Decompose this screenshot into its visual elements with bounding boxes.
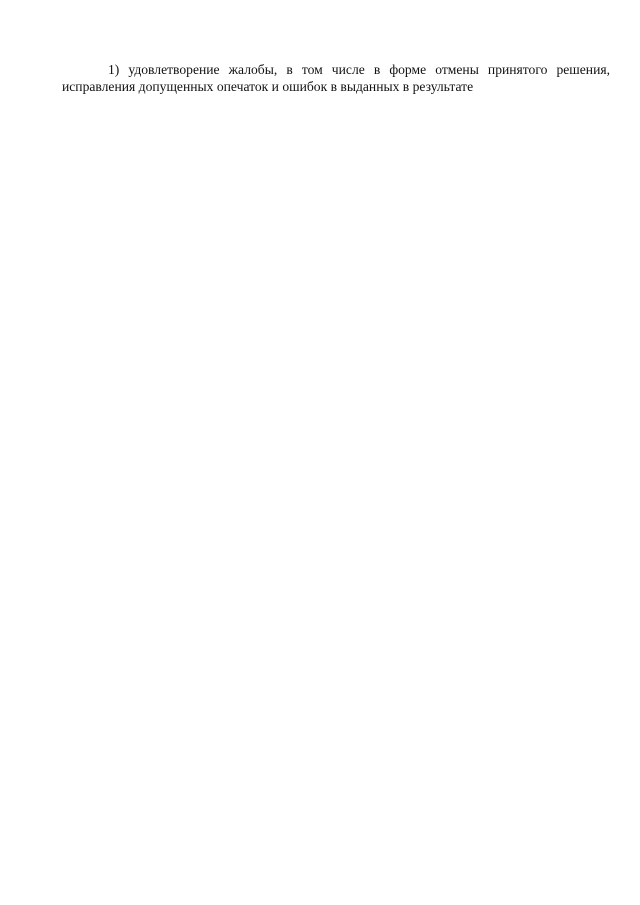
document-body <box>62 62 610 95</box>
paragraph: 1) удовлетворение жалобы, в том числе в форме отмены принятого решения, исправления допущенных опечаток и ошибок в выданных в результате <box>62 62 610 94</box>
